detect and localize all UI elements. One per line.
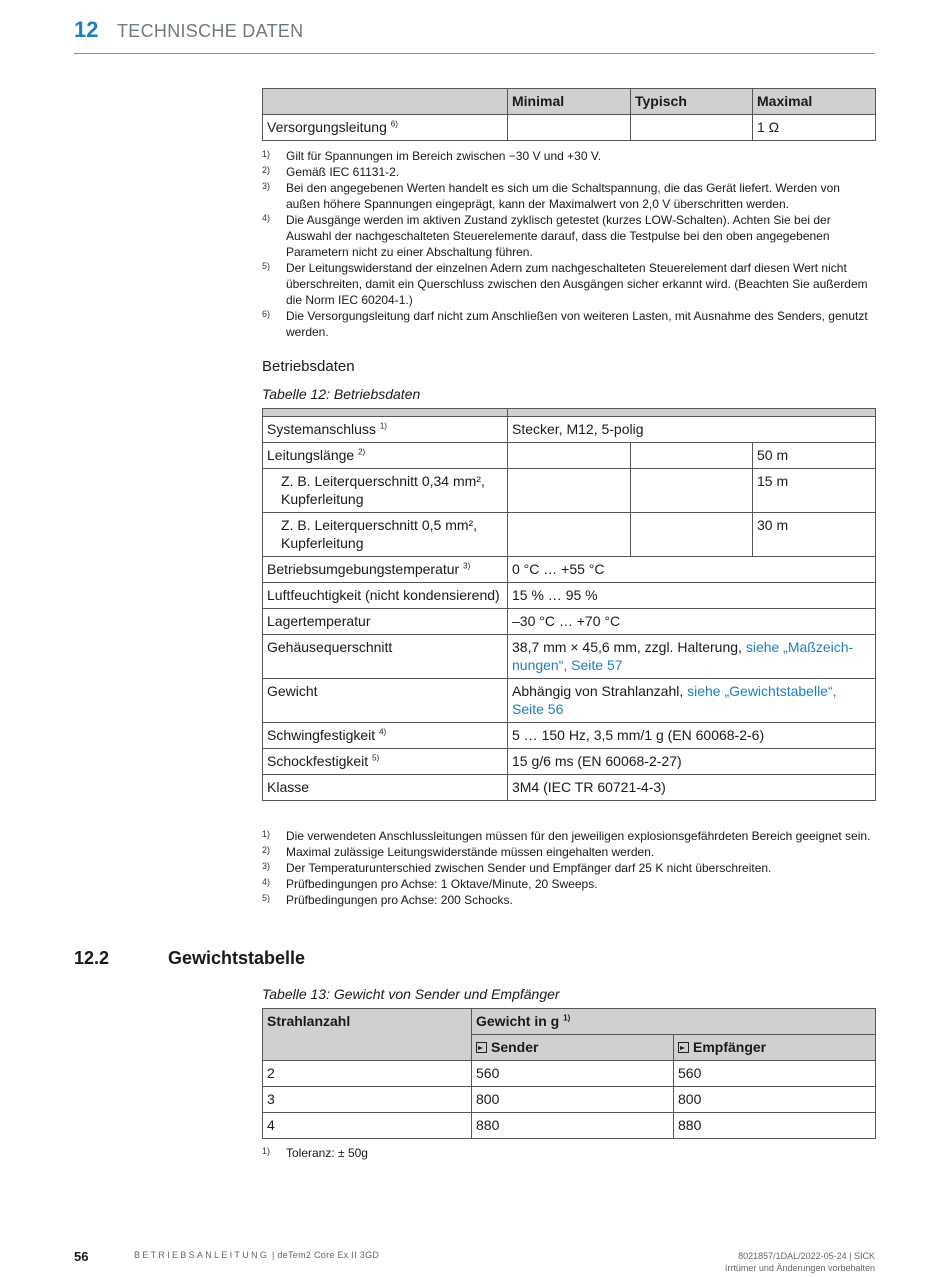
table-row: Z. B. Leiterquerschnitt 0,5 mm², Kupferleitung 30 m: [263, 513, 876, 557]
table-row: Luftfeuchtigkeit (nicht kondensierend) 15 % … 95 %: [263, 583, 876, 609]
page-number: 56: [74, 1249, 89, 1264]
footnote: 3) Bei den angegebenen Werten handelt es sich um die Schaltspannung, die das Gerät liefert. Werden von außen höhere Spannungen eingeprägt, kann der Maximalwert von 2,0 V überschritten werden.: [262, 181, 840, 211]
footer-doc: BETRIEBSANLEITUNG | deTem2 Core Ex II 3GD: [134, 1250, 380, 1260]
table-header-row: [263, 1009, 876, 1035]
page-header: [74, 16, 875, 54]
section-number: 12.2: [74, 948, 110, 968]
table-row: 3 800 800: [263, 1087, 876, 1113]
col-weight: Gewicht in g $^{1)}$: [472, 1009, 876, 1035]
section-title: Gewichtstabelle: [168, 948, 306, 968]
table-caption-12: Tabelle 12: Betriebsdaten: [262, 386, 421, 402]
col-beams: Strahlanzahl: [263, 1009, 472, 1061]
table-header-row: [263, 89, 876, 115]
table-row: Lagertemperatur –30 °C … +70 °C: [263, 609, 876, 635]
col-sender: Sender: [472, 1035, 674, 1061]
footnote: 3) Der Temperaturunterschied zwischen Sender und Empfänger darf 25 K nicht überschreiten.: [262, 861, 772, 875]
col-min: Minimal: [508, 89, 631, 115]
chapter-number: 12: [74, 17, 99, 42]
table-row: Systemanschluss $^{1)}$ Stecker, M12, 5-polig: [263, 417, 876, 443]
table-row: Gehäusequerschnitt 38,7 mm × 45,6 mm, zzgl. Halterung, siehe „Maßzeichnungen“, Seite 57: [263, 635, 876, 679]
table-row: 4 880 880: [263, 1113, 876, 1139]
footnote: 4) Die Ausgänge werden im aktiven Zustand zyklisch getestet (kurzes LOW-Schalten). Achten Sie bei der Auswahl der nachgeschalteten Steuerelemente darauf, dass die Testpulse bei den oben angegebenen Parametern nicht zu einer Abschaltung führen.: [262, 213, 831, 259]
receiver-icon: [678, 1042, 689, 1053]
link-gewichtstabelle[interactable]: siehe „Gewichtstabelle“, Seite 56: [512, 683, 837, 717]
table-row: 2 560 560: [263, 1061, 876, 1087]
footnote: 6) Die Versorgungsleitung darf nicht zum Anschließen von weiteren Lasten, mit Ausnahme des Senders, genutzt werden.: [262, 309, 868, 339]
table-betriebsdaten: [262, 408, 875, 801]
table-row: Leitungslänge $^{2)}$ 50 m: [263, 443, 876, 469]
row-label: Versorgungsleitung $^{6)}$: [263, 115, 508, 141]
footnote: 4) Prüfbedingungen pro Achse: 1 Oktave/Minute, 20 Sweeps.: [262, 877, 598, 891]
footnote: 1) Gilt für Spannungen im Bereich zwischen −30 V und +30 V.: [262, 149, 602, 163]
table-row: Schwingfestigkeit $^{4)}$ 5 … 150 Hz, 3,5 mm/1 g (EN 60068-2-6): [263, 723, 876, 749]
footnote: 5) Prüfbedingungen pro Achse: 200 Schocks.: [262, 893, 513, 907]
chapter-title: TECHNISCHE DATEN: [117, 21, 304, 41]
table-caption-13: Tabelle 13: Gewicht von Sender und Empfänger: [262, 986, 560, 1002]
footer-ref: 8021857/1DAL/2022-05-24 | SICK Irrtümer und Änderungen vorbehalten: [724, 1251, 875, 1273]
col-receiver: Empfänger: [674, 1035, 876, 1061]
table-row: [263, 115, 876, 141]
col-typ: Typisch: [631, 89, 753, 115]
footnote: 1) Toleranz: ± 50g: [262, 1146, 368, 1160]
table-weight: [262, 1008, 875, 1139]
table-row: Betriebsumgebungstemperatur $^{3)}$ 0 °C … +55 °C: [263, 557, 876, 583]
link-masszeichnungen[interactable]: siehe „Maßzeichnungen“, Seite 57: [512, 639, 854, 673]
footnotes-top: [262, 148, 875, 340]
footnote: 2) Maximal zulässige Leitungswiderstände müssen eingehalten werden.: [262, 845, 655, 859]
table-row: Gewicht Abhängig von Strahlanzahl, siehe „Gewichtstabelle“, Seite 56: [263, 679, 876, 723]
row-max: 1 Ω: [753, 115, 876, 141]
sender-icon: [476, 1042, 487, 1053]
footnote: 1) Die verwendeten Anschlussleitungen müssen für den jeweiligen explosionsgefährdeten Bereich geeignet sein.: [262, 829, 871, 843]
table-row: Schockfestigkeit $^{5)}$ 15 g/6 ms (EN 60068-2-27): [263, 749, 876, 775]
table-row: Klasse 3M4 (IEC TR 60721-4-3): [263, 775, 876, 801]
footnote: 2) Gemäß IEC 61131-2.: [262, 165, 400, 179]
table-row: Z. B. Leiterquerschnitt 0,34 mm², Kupferleitung 15 m: [263, 469, 876, 513]
table-header-row: [263, 409, 876, 417]
table-supply: [262, 88, 875, 141]
table-header-empty: [263, 89, 508, 115]
footnotes-weight: [262, 1145, 875, 1161]
subheading-betriebsdaten: Betriebsdaten: [262, 358, 355, 375]
col-max: Maximal: [753, 89, 876, 115]
footnote: 5) Der Leitungswiderstand der einzelnen Adern zum nachgeschalteten Steuerelement darf diesen Wert nicht überschreiten, damit ein Querschluss zwischen den Ausgängen sicher erkannt wird. (Beachten Sie außerdem die Norm IEC 60204-1.): [262, 261, 868, 307]
footnotes-mid: [262, 828, 875, 908]
